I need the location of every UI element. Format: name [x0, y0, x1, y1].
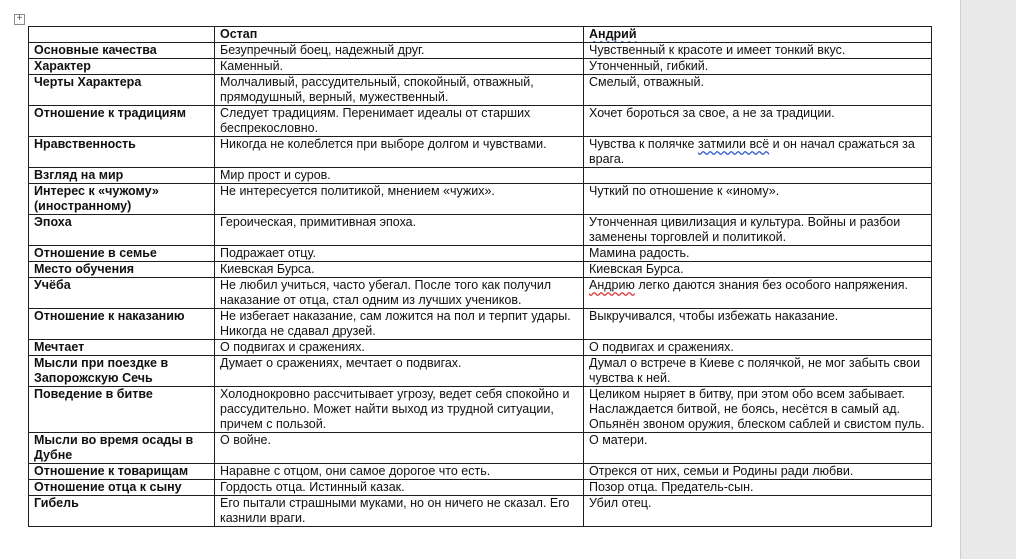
ostap-cell[interactable]: Героическая, примитивная эпоха. [215, 215, 584, 246]
andriy-cell[interactable]: О подвигах и сражениях. [584, 340, 932, 356]
ostap-cell[interactable]: Никогда не колеблется при выборе долгом и чувствами. [215, 137, 584, 168]
row-label: Учёба [29, 278, 215, 309]
andriy-cell[interactable]: Чувственный к красоте и имеет тонкий вкус. [584, 43, 932, 59]
table-row [29, 106, 932, 137]
row-label: Черты Характера [29, 75, 215, 106]
ostap-cell[interactable]: Холоднокровно рассчитывает угрозу, ведет себя спокойно и рассудительно. Может найти выход из трудной ситуации, причем с пользой. [215, 387, 584, 433]
andriy-cell[interactable] [584, 168, 932, 184]
andriy-cell[interactable]: О матери. [584, 433, 932, 464]
row-label: Интерес к «чужому» (иностранному) [29, 184, 215, 215]
andriy-cell[interactable]: Отрекся от них, семьи и Родины ради любви. [584, 464, 932, 480]
andriy-cell[interactable]: Утонченная цивилизация и культура. Войны и разбои заменены торговлей и политикой. [584, 215, 932, 246]
table-row [29, 480, 932, 496]
table-row [29, 309, 932, 340]
andriy-text-pre: Чувства к полячке [589, 137, 698, 151]
table-row [29, 184, 932, 215]
row-label: Мысли при поездке в Запорожскую Сечь [29, 356, 215, 387]
row-label: Эпоха [29, 215, 215, 246]
andriy-cell[interactable]: Убил отец. [584, 496, 932, 527]
table-row [29, 278, 932, 309]
ostap-cell[interactable]: О подвигах и сражениях. [215, 340, 584, 356]
ostap-cell[interactable]: О войне. [215, 433, 584, 464]
andriy-cell[interactable]: Хочет бороться за свое, а не за традиции. [584, 106, 932, 137]
table-row [29, 137, 932, 168]
andriy-cell[interactable]: Выкручивался, чтобы избежать наказание. [584, 309, 932, 340]
table-row [29, 43, 932, 59]
andriy-cell[interactable]: Позор отца. Предатель-сын. [584, 480, 932, 496]
row-label: Мечтает [29, 340, 215, 356]
andriy-cell[interactable]: Думал о встрече в Киеве с полячкой, не мог забыть свои чувства к ней. [584, 356, 932, 387]
row-label: Отношение в семье [29, 246, 215, 262]
header-andriy-text: Андрий [589, 27, 637, 41]
header-cell-empty [29, 27, 215, 43]
andriy-cell[interactable]: Целиком ныряет в битву, при этом обо всем забывает. Наслаждается битвой, не боясь, несётся в самый ад. Опьянён звоном оружия, блеском саблей и свистом пуль. [584, 387, 932, 433]
andriy-cell[interactable]: Киевская Бурса. [584, 262, 932, 278]
row-label: Отношение к наказанию [29, 309, 215, 340]
andriy-text-marked: Андрию [589, 278, 635, 292]
ostap-cell[interactable]: Не любил учиться, часто убегал. После того как получил наказание от отца, стал одним из лучших учеников. [215, 278, 584, 309]
ostap-cell[interactable]: Мир прост и суров. [215, 168, 584, 184]
table-row [29, 168, 932, 184]
ostap-cell[interactable]: Каменный. [215, 59, 584, 75]
row-label: Характер [29, 59, 215, 75]
table-header-row [29, 27, 932, 43]
ostap-cell[interactable]: Безупречный боец, надежный друг. [215, 43, 584, 59]
table-row [29, 75, 932, 106]
andriy-cell[interactable]: Смелый, отважный. [584, 75, 932, 106]
ostap-cell[interactable]: Его пытали страшными муками, но он ничего не сказал. Его казнили враги. [215, 496, 584, 527]
ostap-cell[interactable]: Киевская Бурса. [215, 262, 584, 278]
andriy-cell[interactable]: Утонченный, гибкий. [584, 59, 932, 75]
table-row [29, 59, 932, 75]
row-label: Поведение в битве [29, 387, 215, 433]
andriy-cell[interactable]: Мамина радость. [584, 246, 932, 262]
table-row [29, 496, 932, 527]
row-label: Взгляд на мир [29, 168, 215, 184]
ostap-cell[interactable]: Не избегает наказание, сам ложится на пол и терпит удары. Никогда не сдавал друзей. [215, 309, 584, 340]
andriy-text-post: легко даются знания без особого напряжения. [634, 278, 908, 292]
ostap-cell[interactable]: Наравне с отцом, они самое дорогое что есть. [215, 464, 584, 480]
ostap-cell[interactable]: Думает о сражениях, мечтает о подвигах. [215, 356, 584, 387]
header-cell-andriy[interactable] [584, 27, 932, 43]
comparison-table [28, 26, 932, 527]
header-cell-ostap[interactable]: Остап [215, 27, 584, 43]
row-label: Отношение отца к сыну [29, 480, 215, 496]
ostap-cell[interactable]: Подражает отцу. [215, 246, 584, 262]
row-label: Основные качества [29, 43, 215, 59]
table-row [29, 215, 932, 246]
table-row [29, 433, 932, 464]
table-row [29, 464, 932, 480]
andriy-text-marked: затмили всё [697, 137, 770, 151]
ostap-cell[interactable]: Молчаливый, рассудительный, спокойный, отважный, прямодушный, верный, мужественный. [215, 75, 584, 106]
table-row [29, 340, 932, 356]
table-row [29, 387, 932, 433]
table-row [29, 356, 932, 387]
andriy-cell[interactable]: Чуткий по отношение к «иному». [584, 184, 932, 215]
page-edge [960, 0, 1016, 559]
ostap-cell[interactable]: Не интересуется политикой, мнением «чужих». [215, 184, 584, 215]
table-row [29, 246, 932, 262]
table-move-handle-icon[interactable]: + [14, 14, 25, 25]
row-label: Нравственность [29, 137, 215, 168]
ostap-cell[interactable]: Гордость отца. Истинный казак. [215, 480, 584, 496]
table-row [29, 262, 932, 278]
row-label: Отношение к традициям [29, 106, 215, 137]
ostap-cell[interactable]: Следует традициям. Перенимает идеалы от старших беспрекословно. [215, 106, 584, 137]
row-label: Гибель [29, 496, 215, 527]
andriy-text-post: и он начал сражаться за врага. [589, 137, 915, 166]
andriy-cell[interactable] [584, 278, 932, 309]
row-label: Место обучения [29, 262, 215, 278]
row-label: Отношение к товарищам [29, 464, 215, 480]
andriy-cell[interactable] [584, 137, 932, 168]
row-label: Мысли во время осады в Дубне [29, 433, 215, 464]
